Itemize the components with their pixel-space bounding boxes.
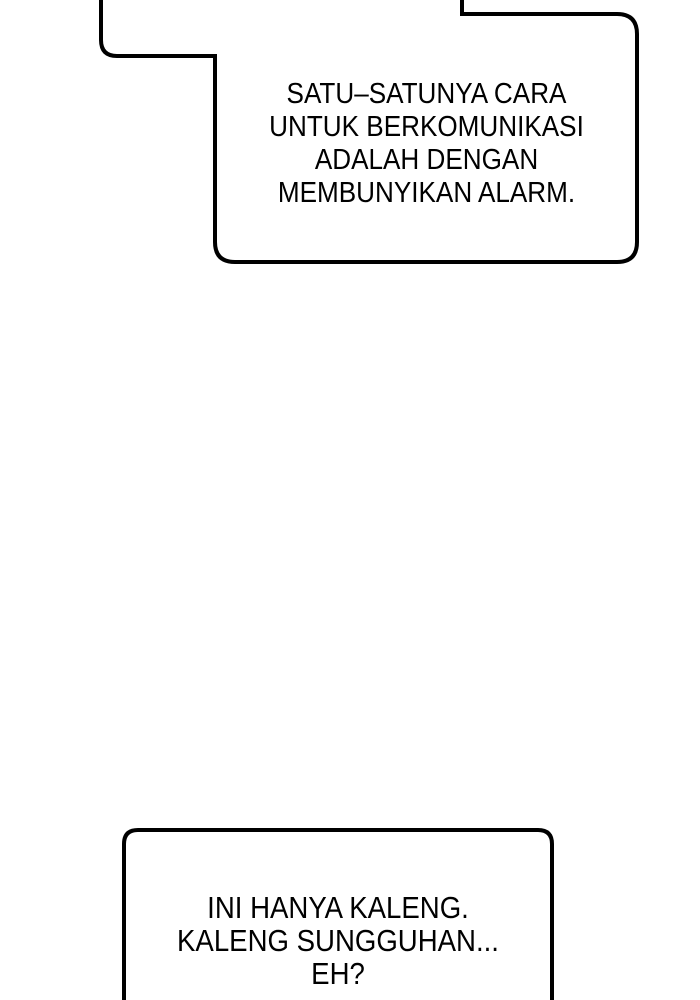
top-speech-bubble-text bbox=[236, 78, 617, 210]
speech-text-line: EH? bbox=[311, 956, 365, 991]
speech-text-line: KALENG SUNGGUHAN... bbox=[177, 923, 499, 958]
bottom-speech-bubble-text bbox=[148, 891, 529, 990]
speech-text-line: SATU–SATUNYA CARA bbox=[286, 78, 567, 110]
speech-text-line: MEMBUNYIKAN ALARM. bbox=[277, 177, 576, 209]
speech-text-line: ADALAH DENGAN bbox=[314, 144, 539, 176]
speech-text-line: INI HANYA KALENG. bbox=[207, 890, 469, 925]
speech-text-line: UNTUK BERKOMUNIKASI bbox=[269, 111, 584, 143]
